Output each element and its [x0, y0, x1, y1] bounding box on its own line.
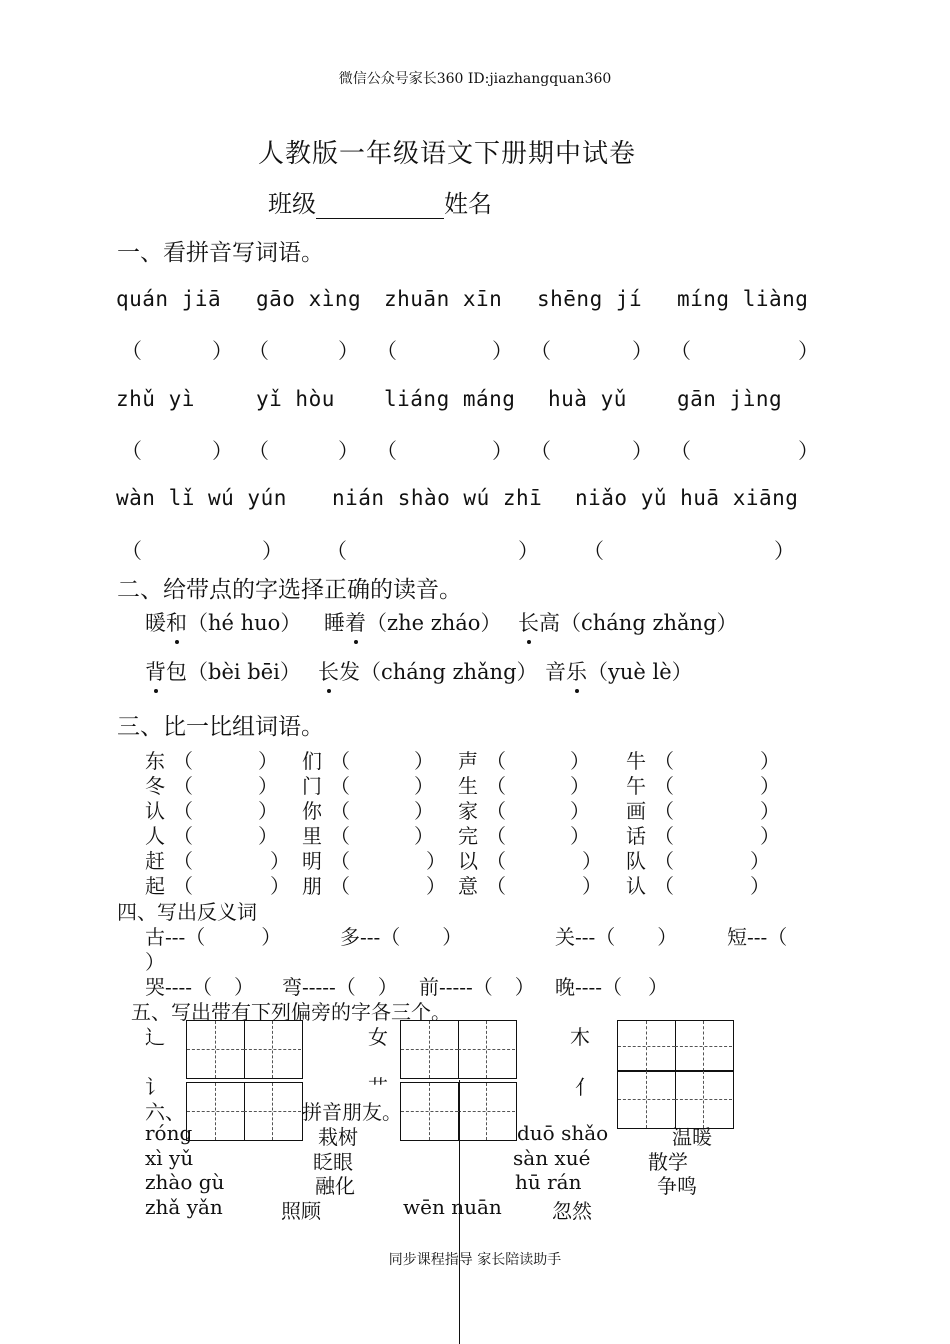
section-4-heading: 四、写出反义词 — [117, 900, 257, 924]
answer-blank-close: ） — [414, 824, 434, 848]
pinyin-item: shēng jí — [537, 287, 643, 311]
answer-blank-close: ） — [442, 925, 463, 949]
hanzi-word: 眨眼 — [313, 1150, 353, 1174]
char: 睡 — [324, 611, 345, 635]
compare-char: 意 — [458, 874, 478, 898]
pinyin-item: wàn lǐ wú yún — [116, 486, 287, 510]
compare-char: 声 — [458, 749, 478, 773]
answer-blank-close: ） — [426, 849, 446, 873]
answer-blank-close: ） — [760, 774, 780, 798]
compare-char: 们 — [302, 749, 322, 773]
compare-char: 人 — [145, 824, 165, 848]
answer-blank-open: （ — [173, 874, 193, 898]
answer-blank-open: （ — [330, 749, 350, 773]
antonym-prompt: 哭----（ — [145, 975, 213, 999]
answer-blank-open: （ — [121, 539, 142, 563]
char: 高 — [539, 611, 560, 635]
page-title: 人教版一年级语文下册期中试卷 — [258, 139, 637, 169]
answer-blank-open: （ — [330, 799, 350, 823]
dotted-char: 长 — [518, 611, 539, 635]
answer-blank-open: （ — [654, 874, 674, 898]
answer-blank-open: （ — [248, 339, 269, 363]
answer-blank-close: ） — [518, 539, 539, 563]
pinyin-item: zhǔ yì — [116, 387, 195, 411]
page-header: 微信公众号家长360 ID:jiazhangquan360 — [338, 71, 612, 87]
char: 包 — [166, 660, 187, 684]
antonym-item: 短---（ — [727, 925, 788, 949]
answer-blank-close: ） — [760, 799, 780, 823]
hanzi-word: 散学 — [648, 1150, 688, 1174]
pinyin-item: huà yǔ — [548, 387, 627, 411]
answer-blank-close: ） — [258, 824, 278, 848]
compare-char: 门 — [302, 774, 322, 798]
answer-blank-open: （ — [654, 824, 674, 848]
compare-char: 你 — [302, 799, 322, 823]
hanzi-word: 融化 — [315, 1174, 355, 1198]
answer-blank-close: ） — [145, 950, 165, 974]
answer-blank-open: （ — [654, 799, 674, 823]
answer-blank-close: ） — [514, 975, 535, 999]
answer-blank-close: ） — [570, 774, 590, 798]
section-3-heading: 三、比一比组词语。 — [117, 714, 324, 740]
answer-blank-close: ） — [270, 849, 290, 873]
reading-options: （zhe zháo） — [366, 611, 502, 635]
page-footer: 同步课程指导 家长陪读助手 — [388, 1252, 562, 1268]
answer-blank-close: ） — [414, 799, 434, 823]
pinyin-item: zhuān xīn — [384, 287, 503, 311]
answer-blank-open: （ — [121, 439, 142, 463]
compare-char: 赶 — [145, 849, 165, 873]
radical-label: 艹 — [368, 1075, 388, 1099]
answer-blank-open: （ — [670, 339, 691, 363]
answer-blank-open: （ — [173, 849, 193, 873]
grid-cell[interactable] — [675, 1071, 732, 1128]
compare-char: 明 — [302, 849, 322, 873]
answer-blank-close: ） — [258, 774, 278, 798]
grid-cell[interactable] — [187, 1021, 245, 1078]
answer-blank-close: ） — [582, 849, 602, 873]
grid-cell[interactable] — [187, 1083, 245, 1140]
writing-grid[interactable] — [186, 1082, 303, 1141]
answer-blank-close: ） — [570, 824, 590, 848]
pinyin-item: gān jìng — [677, 387, 783, 411]
answer-blank-close: ） — [632, 339, 653, 363]
reading-item — [324, 607, 501, 637]
dotted-char: 背 — [145, 660, 166, 684]
pinyin-item: yǐ hòu — [256, 387, 335, 411]
dotted-char: 乐 — [566, 660, 587, 684]
section-2-heading: 二、给带点的字选择正确的读音。 — [117, 577, 462, 603]
grid-cell[interactable] — [401, 1083, 459, 1140]
answer-blank-close: ） — [657, 925, 678, 949]
grid-cell[interactable] — [618, 1021, 676, 1071]
compare-char: 队 — [626, 849, 646, 873]
answer-blank-close: ） — [648, 975, 669, 999]
answer-blank-close: ） — [570, 749, 590, 773]
answer-blank-open: （ — [654, 749, 674, 773]
answer-blank-close: ） — [760, 824, 780, 848]
pinyin-word: sàn xué — [513, 1146, 591, 1170]
answer-blank-open: （ — [486, 774, 506, 798]
answer-blank-close: ） — [570, 799, 590, 823]
antonym-item — [555, 921, 677, 950]
reading-item — [318, 656, 538, 686]
compare-char: 东 — [145, 749, 165, 773]
pinyin-item: gāo xìng — [256, 287, 362, 311]
answer-blank-close: ） — [492, 339, 513, 363]
answer-blank-open: （ — [486, 824, 506, 848]
answer-blank-open: （ — [486, 799, 506, 823]
hanzi-word: 忽然 — [552, 1199, 592, 1223]
answer-blank-close: ） — [582, 874, 602, 898]
antonym-prompt: 弯-----（ — [282, 975, 356, 999]
answer-blank-close: ） — [492, 439, 513, 463]
compare-char: 家 — [458, 799, 478, 823]
answer-blank-open: （ — [530, 339, 551, 363]
radical-label: 辶 — [145, 1025, 165, 1049]
antonym-item — [340, 921, 462, 950]
answer-blank-close: ） — [414, 774, 434, 798]
compare-char: 认 — [145, 799, 165, 823]
char: 暖 — [145, 611, 166, 635]
answer-blank-open: （ — [173, 824, 193, 848]
answer-blank-open: （ — [330, 849, 350, 873]
compare-char: 冬 — [145, 774, 165, 798]
pinyin-word: xì yǔ — [145, 1146, 194, 1170]
antonym-prompt: 前-----（ — [419, 975, 493, 999]
grid-cell[interactable] — [458, 1021, 515, 1078]
answer-blank-close: ） — [262, 539, 283, 563]
answer-blank-open: （ — [330, 824, 350, 848]
section-6-heading: 拼音朋友。 — [302, 1100, 402, 1124]
answer-blank-close: ） — [632, 439, 653, 463]
compare-char: 午 — [626, 774, 646, 798]
reading-item — [518, 607, 738, 637]
reading-options: （cháng zhǎng） — [560, 611, 738, 635]
hanzi-word: 栽树 — [318, 1125, 358, 1149]
compare-char: 生 — [458, 774, 478, 798]
compare-char: 话 — [626, 824, 646, 848]
hanzi-word: 争鸣 — [657, 1174, 697, 1198]
answer-blank-close: ） — [234, 975, 255, 999]
antonym-item — [555, 971, 668, 1000]
antonym-item — [145, 921, 281, 950]
answer-blank-open: （ — [173, 799, 193, 823]
answer-blank-open: （ — [530, 439, 551, 463]
answer-blank-open: （ — [486, 874, 506, 898]
answer-blank-close: ） — [338, 439, 359, 463]
reading-options: （cháng zhǎng） — [360, 660, 538, 684]
answer-blank-open: （ — [654, 774, 674, 798]
dotted-char: 着 — [345, 611, 366, 635]
answer-blank-open: （ — [376, 339, 397, 363]
answer-blank-open: （ — [121, 339, 142, 363]
reading-options: （bèi bēi） — [187, 660, 301, 684]
pinyin-word: wēn nuān — [403, 1195, 502, 1219]
reading-item — [145, 607, 301, 637]
pinyin-word: róng — [145, 1121, 193, 1145]
dotted-char: 长 — [318, 660, 339, 684]
answer-blank-open: （ — [670, 439, 691, 463]
grid-cell[interactable] — [618, 1071, 676, 1128]
name-label: 姓名 — [444, 190, 492, 218]
answer-blank-close: ） — [426, 874, 446, 898]
reading-options: （yuè lè） — [587, 660, 693, 684]
answer-blank-close: ） — [261, 925, 282, 949]
grid-cell[interactable] — [244, 1021, 301, 1078]
section-5-heading: 五、写出带有下列偏旁的字各三个。 — [131, 1000, 451, 1024]
answer-blank-open: （ — [376, 439, 397, 463]
answer-blank-close: ） — [258, 799, 278, 823]
compare-char: 认 — [626, 874, 646, 898]
answer-blank-close: ） — [270, 874, 290, 898]
answer-blank-open: （ — [486, 749, 506, 773]
radical-label: 亻 — [575, 1075, 595, 1099]
answer-blank-open: （ — [326, 539, 347, 563]
pinyin-item: quán jiā — [116, 287, 222, 311]
radical-label: 讠 — [145, 1075, 165, 1099]
answer-blank-close: ） — [774, 539, 795, 563]
answer-blank-close: ） — [212, 439, 233, 463]
antonym-prompt: 关---（ — [555, 925, 616, 949]
answer-blank-close: ） — [798, 439, 819, 463]
compare-char: 以 — [458, 849, 478, 873]
pinyin-item: nián shào wú zhī — [332, 486, 543, 510]
radical-label: 木 — [570, 1025, 590, 1049]
answer-blank-close: ） — [414, 749, 434, 773]
class-blank — [316, 194, 444, 219]
hanzi-word: 温暖 — [672, 1125, 712, 1149]
pinyin-word: duō shǎo — [517, 1121, 609, 1145]
grid-cell[interactable] — [458, 1083, 515, 1140]
pinyin-item: liáng máng — [384, 387, 516, 411]
answer-blank-close: ） — [377, 975, 398, 999]
compare-char: 朋 — [302, 874, 322, 898]
reading-options: （hé huo） — [187, 611, 302, 635]
radical-label: 女 — [368, 1025, 388, 1049]
answer-blank-open: （ — [583, 539, 604, 563]
answer-blank-close: ） — [212, 339, 233, 363]
reading-item — [545, 656, 693, 686]
answer-blank-open: （ — [173, 774, 193, 798]
compare-char: 画 — [626, 799, 646, 823]
reading-item — [145, 656, 301, 686]
compare-char: 起 — [145, 874, 165, 898]
char: 音 — [545, 660, 566, 684]
compare-char: 牛 — [626, 749, 646, 773]
grid-cell[interactable] — [401, 1021, 459, 1078]
class-label: 班级 — [268, 190, 316, 218]
answer-blank-open: （ — [330, 874, 350, 898]
char: 发 — [339, 660, 360, 684]
answer-blank-open: （ — [173, 749, 193, 773]
answer-blank-open: （ — [330, 774, 350, 798]
answer-blank-close: ） — [750, 849, 770, 873]
class-name-line — [268, 184, 492, 219]
compare-char: 里 — [302, 824, 322, 848]
pinyin-item: niǎo yǔ huā xiāng — [575, 486, 799, 510]
answer-blank-open: （ — [486, 849, 506, 873]
writing-grid[interactable] — [186, 1020, 303, 1079]
antonym-prompt: 晚----（ — [555, 975, 623, 999]
pinyin-word: zhào gù — [145, 1170, 225, 1194]
hanzi-word: 照顾 — [281, 1199, 321, 1223]
answer-blank-close: ） — [258, 749, 278, 773]
answer-blank-open: （ — [654, 849, 674, 873]
pinyin-word: zhǎ yǎn — [145, 1195, 223, 1219]
answer-blank-open: （ — [248, 439, 269, 463]
grid-cell[interactable] — [675, 1021, 732, 1071]
answer-blank-close: ） — [750, 874, 770, 898]
pinyin-word: hū rán — [515, 1170, 582, 1194]
answer-blank-close: ） — [760, 749, 780, 773]
answer-blank-close: ） — [798, 339, 819, 363]
pinyin-item: míng liàng — [677, 287, 809, 311]
section-1-heading: 一、看拼音写词语。 — [117, 240, 324, 266]
section-6-heading-prefix: 六、 — [145, 1100, 185, 1124]
compare-char: 完 — [458, 824, 478, 848]
dotted-char: 和 — [166, 611, 187, 635]
answer-blank-close: ） — [338, 339, 359, 363]
antonym-prompt: 多---（ — [340, 925, 401, 949]
writing-grid[interactable] — [400, 1020, 517, 1079]
antonym-prompt: 古---（ — [145, 925, 206, 949]
grid-cell[interactable] — [244, 1083, 301, 1140]
writing-grid[interactable] — [617, 1020, 734, 1072]
